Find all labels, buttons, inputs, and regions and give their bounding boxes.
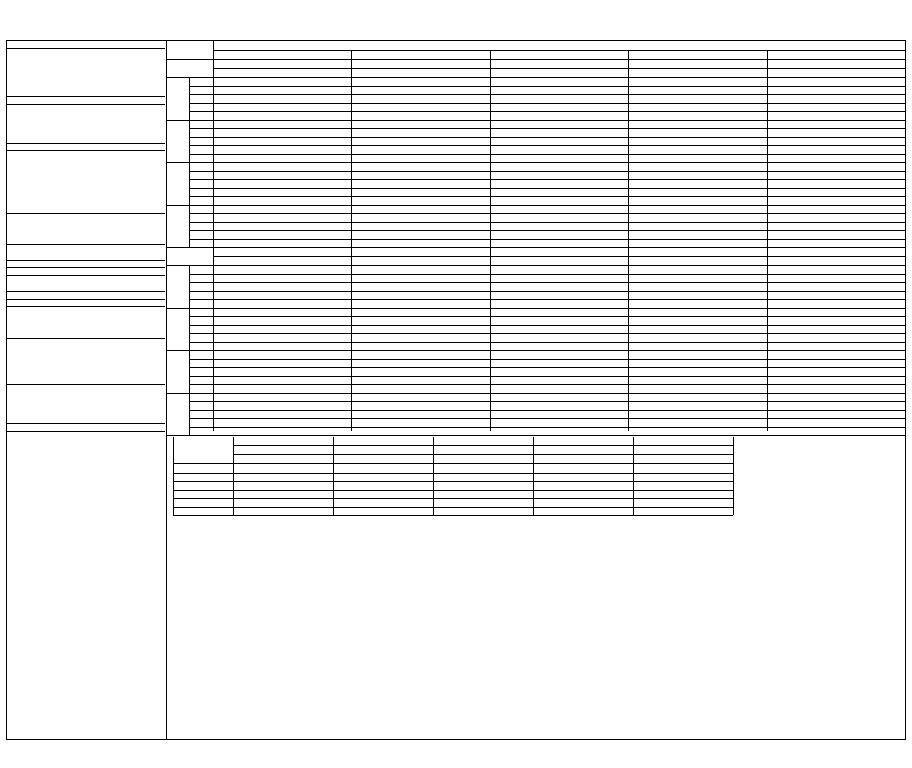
grid-line (189, 401, 905, 402)
grid-line (167, 205, 905, 206)
spec-row (7, 307, 165, 315)
spec-row (7, 136, 165, 144)
spec-row (7, 81, 165, 89)
grid-line (173, 498, 733, 499)
grid-line (351, 50, 352, 431)
grid-line (213, 41, 214, 431)
spec-row (7, 175, 165, 183)
grid-line (167, 393, 905, 394)
grid-line (213, 256, 905, 257)
spec-row (7, 393, 165, 401)
grid-line (189, 342, 905, 343)
spec-row (7, 315, 165, 323)
grid-line (490, 50, 491, 431)
grid-line (189, 384, 905, 385)
grid-line (189, 154, 905, 155)
spec-row (7, 378, 165, 386)
spec-row (7, 362, 165, 370)
grid-line (189, 86, 905, 87)
grid-line (213, 50, 905, 51)
grid-line (189, 196, 905, 197)
grid-line (173, 507, 733, 508)
spec-row (7, 144, 165, 152)
grid-line (628, 50, 629, 431)
spec-row (7, 323, 165, 331)
grid-line (189, 94, 905, 95)
grid-line (189, 427, 905, 428)
grid-line (167, 162, 905, 163)
spec-row (7, 198, 165, 206)
spec-row (7, 284, 165, 292)
grid-line (189, 230, 905, 231)
spec-row (7, 120, 165, 128)
spec-row (7, 167, 165, 175)
spec-row (7, 300, 165, 308)
grid-line (333, 437, 334, 515)
spec-row (7, 58, 165, 66)
spec-row (7, 261, 165, 269)
grid-line (189, 333, 905, 334)
grid-line (167, 120, 905, 121)
spec-row (7, 105, 165, 113)
spec-row (7, 331, 165, 339)
grid-line (189, 222, 905, 223)
spec-row (7, 268, 165, 276)
grid-line (233, 437, 234, 515)
spec-row (7, 276, 165, 284)
grid-line (167, 435, 905, 436)
grid-line (189, 179, 905, 180)
spec-row (7, 245, 165, 253)
grid-line (173, 437, 174, 515)
grid-line (189, 325, 905, 326)
grid-line (173, 481, 733, 482)
grid-line (167, 77, 905, 78)
grid-line (173, 490, 733, 491)
grid-line (189, 418, 905, 419)
spec-row (7, 183, 165, 191)
spec-row (7, 253, 165, 261)
grid-line (189, 145, 905, 146)
grid-line (189, 137, 905, 138)
grid-line (189, 103, 905, 104)
grid-line (167, 59, 905, 60)
grid-line (189, 77, 190, 247)
spec-row (7, 190, 165, 198)
grid-line (633, 437, 634, 515)
grid-line (189, 299, 905, 300)
spec-row (7, 214, 165, 222)
spec-row (7, 346, 165, 354)
spec-row (7, 424, 165, 432)
grid-line (189, 213, 905, 214)
spec-row (7, 97, 165, 105)
spec-row (7, 339, 165, 347)
spec-row (7, 159, 165, 167)
grid-line (767, 50, 768, 431)
spec-row (7, 66, 165, 74)
spec-row (7, 151, 165, 159)
spec-row (7, 229, 165, 237)
spec-row (7, 73, 165, 81)
spec-row (7, 385, 165, 393)
spec-row (7, 112, 165, 120)
grid-line (167, 350, 905, 351)
spec-row (7, 206, 165, 214)
grid-line (233, 445, 733, 446)
grid-line (533, 437, 534, 515)
grid-line (167, 247, 905, 248)
spec-row (7, 222, 165, 230)
performance-table (167, 41, 905, 739)
grid-line (189, 316, 905, 317)
grid-line (189, 359, 905, 360)
grid-line (189, 282, 905, 283)
grid-line (189, 376, 905, 377)
spec-row (7, 409, 165, 417)
grid-line (189, 291, 905, 292)
spec-panel (7, 41, 167, 739)
spec-row (7, 89, 165, 97)
grid-line (167, 308, 905, 309)
spec-row (7, 401, 165, 409)
spec-row (7, 237, 165, 245)
grid-line (733, 437, 734, 515)
spec-row (7, 417, 165, 425)
grid-line (189, 274, 905, 275)
spec-row (7, 50, 165, 58)
spec-row (7, 292, 165, 300)
grid-line (189, 410, 905, 411)
grid-line (173, 463, 733, 464)
grid-line (213, 68, 905, 69)
grid-line (189, 265, 190, 435)
spec-sheet (6, 40, 906, 740)
spec-row (7, 128, 165, 136)
spec-row (7, 370, 165, 378)
grid-line (233, 454, 733, 455)
grid-line (189, 171, 905, 172)
grid-line (173, 473, 733, 474)
grid-line (189, 111, 905, 112)
grid-line (189, 367, 905, 368)
grid-line (189, 239, 905, 240)
grid-line (189, 188, 905, 189)
grid-line (189, 128, 905, 129)
grid-line (433, 437, 434, 515)
spec-row (7, 354, 165, 362)
grid-line (167, 265, 905, 266)
grid-line (173, 515, 733, 516)
spec-row (7, 41, 165, 49)
